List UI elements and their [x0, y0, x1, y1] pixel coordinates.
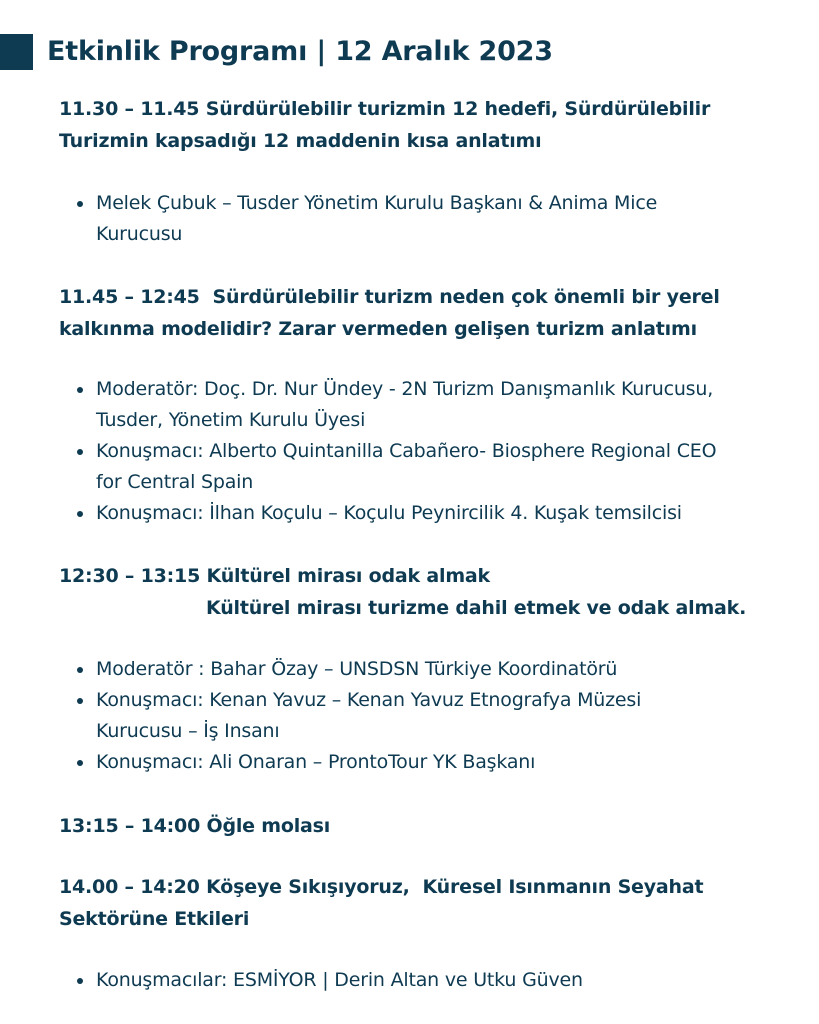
speaker-line: Kurucusu – İş Insanı	[96, 720, 280, 742]
speaker-item	[59, 685, 779, 747]
speaker-line: Konuşmacı: Ali Onaran – ProntoTour YK Başkanı	[96, 751, 536, 773]
speaker-line: Konuşmacı: İlhan Koçulu – Koçulu Peynircilik 4. Kuşak temsilcisi	[96, 502, 682, 524]
speaker-item	[59, 654, 779, 685]
speaker-line: Melek Çubuk – Tusder Yönetim Kurulu Başkanı & Anima Mice	[96, 192, 658, 214]
speaker-line: Konuşmacılar: ESMİYOR | Derin Altan ve Utku Güven	[96, 969, 583, 991]
speaker-line: Kurucusu	[96, 223, 183, 245]
session-title-line: 12:30 – 13:15 Kültürel mirası odak almak	[59, 565, 490, 587]
page-header	[0, 32, 819, 72]
page-title: Etkinlik Programı | 12 Aralık 2023	[47, 36, 553, 67]
speaker-item	[59, 436, 779, 498]
speaker-line: Konuşmacı: Kenan Yavuz – Kenan Yavuz Etnografya Müzesi	[96, 689, 642, 711]
session-3-speakers	[59, 654, 779, 778]
session-5-title	[59, 871, 779, 935]
speaker-line: Moderatör : Bahar Özay – UNSDSN Türkiye Koordinatörü	[96, 658, 618, 680]
session-title-line: Sektörüne Etkileri	[59, 908, 250, 930]
session-1-speakers	[59, 188, 779, 250]
speaker-line: for Central Spain	[96, 471, 254, 493]
speaker-item	[59, 965, 779, 996]
speaker-item	[59, 747, 779, 778]
speaker-line: Moderatör: Doç. Dr. Nur Ündey - 2N Turizm Danışmanlık Kurucusu,	[96, 378, 714, 400]
session-2-title	[59, 281, 779, 345]
session-4-title	[59, 810, 779, 842]
session-title-line: Turizmin kapsadığı 12 maddenin kısa anlatımı	[59, 130, 542, 152]
session-title-line: 14.00 – 14:20 Köşeye Sıkışıyoruz, Küresel Isınmanın Seyahat	[59, 876, 704, 898]
speaker-item	[59, 188, 779, 250]
header-accent-bar	[0, 34, 33, 70]
speaker-item	[59, 374, 779, 436]
session-title-line: kalkınma modelidir? Zarar vermeden gelişen turizm anlatımı	[59, 318, 697, 340]
session-2-speakers	[59, 374, 779, 529]
speaker-item	[59, 498, 779, 529]
session-title-line: 11.30 – 11.45 Sürdürülebilir turizmin 12 hedefi, Sürdürülebilir	[59, 98, 711, 120]
speaker-line: Tusder, Yönetim Kurulu Üyesi	[96, 409, 366, 431]
session-1-title	[59, 93, 779, 157]
session-title-line: 11.45 – 12:45 Sürdürülebilir turizm neden çok önemli bir yerel	[59, 286, 720, 308]
session-3-title	[59, 560, 779, 624]
speaker-line: Konuşmacı: Alberto Quintanilla Cabañero- Biosphere Regional CEO	[96, 440, 717, 462]
session-title-line: 13:15 – 14:00 Öğle molası	[59, 815, 331, 837]
session-title-line: Kültürel mirası turizme dahil etmek ve odak almak.	[206, 597, 747, 619]
session-5-speakers	[59, 965, 779, 996]
